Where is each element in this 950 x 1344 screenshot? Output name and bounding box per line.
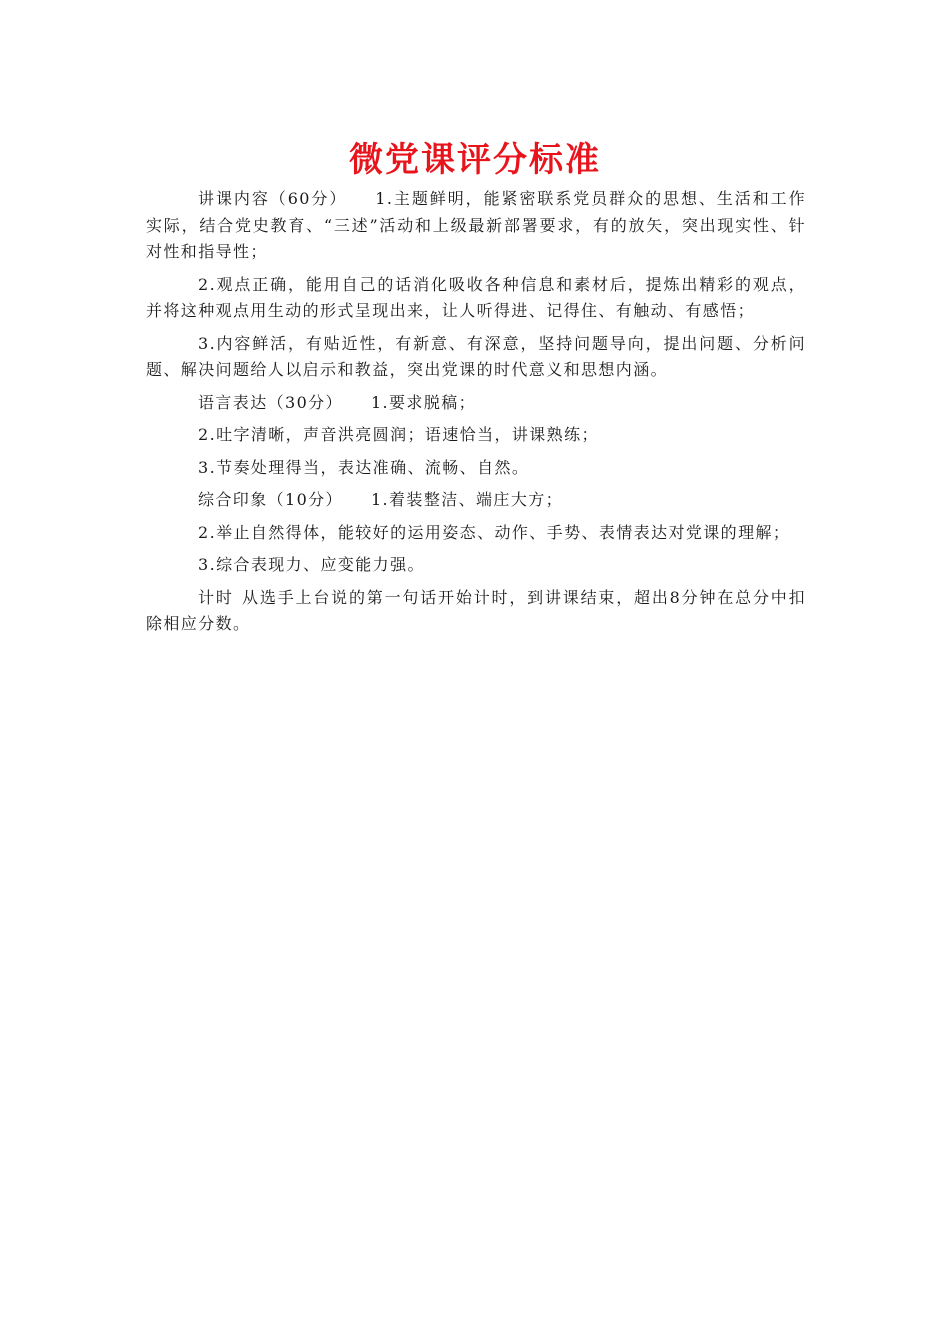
language-item-2 xyxy=(146,422,806,449)
section-heading-content: 讲课内容（60分） xyxy=(198,189,348,208)
section-heading-timing: 计时 xyxy=(198,587,234,607)
impression-item-2 xyxy=(146,520,806,547)
content-item-2-text: 2.观点正确，能用自己的话消化吸收各种信息和素材后，提炼出精彩的观点，并将这种观点用生动的形式呈现出来，让人听得进、记得住、有触动、有感悟； xyxy=(146,274,806,320)
content-item-3-text: 3.内容鲜活，有贴近性，有新意、有深意，坚持问题导向，提出问题、分析问题、解决问题给人以启示和教益，突出党课的时代意义和思想内涵。 xyxy=(146,333,806,379)
document-body xyxy=(146,186,806,644)
content-item-3 xyxy=(146,331,806,384)
section-heading-language: 语言表达（30分） xyxy=(198,392,343,412)
language-item-1 xyxy=(146,390,806,417)
language-item-3-text: 3.节奏处理得当，表达准确、流畅、自然。 xyxy=(198,457,530,477)
language-item-1-text: 1.要求脱稿； xyxy=(370,392,477,412)
section-heading-impression: 综合印象（10分） xyxy=(198,490,343,509)
impression-item-1 xyxy=(146,487,806,514)
document-title: 微党课评分标准 xyxy=(349,140,601,180)
impression-item-1-text: 1.着装整洁、端庄大方； xyxy=(370,490,564,509)
language-item-3 xyxy=(146,455,806,482)
content-item-2 xyxy=(146,272,806,325)
content-item-1 xyxy=(146,186,806,266)
impression-item-3-text: 3.综合表现力、应变能力强。 xyxy=(198,555,425,574)
language-item-2-text: 2.吐字清晰，声音洪亮圆润；语速恰当，讲课熟练； xyxy=(198,425,599,444)
impression-item-2-text: 2.举止自然得体，能较好的运用姿态、动作、手势、表情表达对党课的理解； xyxy=(198,522,791,542)
impression-item-3 xyxy=(146,552,806,579)
timing-text: 从选手上台说的第一句话开始计时，到讲课结束，超出8分钟在总分中扣除相应分数。 xyxy=(146,587,806,633)
timing-paragraph xyxy=(146,585,806,638)
content-item-1-text: 1.主题鲜明，能紧密联系党员群众的思想、生活和工作实际，结合党史教育、“三述”活动和上级最新部署要求，有的放矢，突出现实性、针对性和指导性； xyxy=(146,189,806,261)
